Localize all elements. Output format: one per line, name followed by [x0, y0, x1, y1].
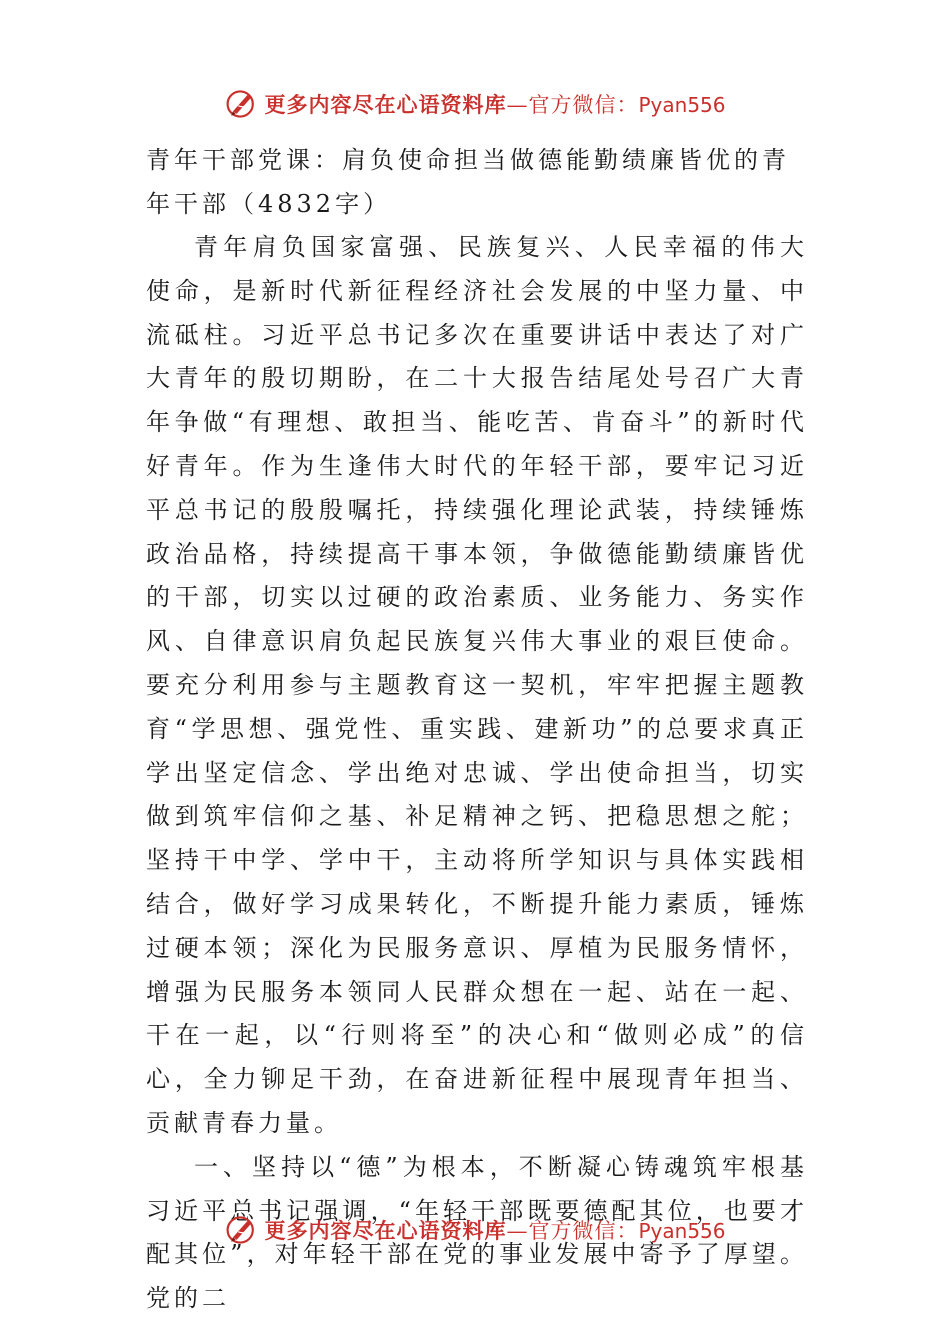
- banner-text: [264, 89, 725, 119]
- banner-account-label: 官方微信：: [528, 1219, 639, 1243]
- banner-account: Pyan556: [638, 93, 726, 117]
- document-body: [146, 138, 808, 1321]
- banner-separator: —: [506, 1219, 529, 1243]
- pen-circle-logo-icon: [224, 1212, 260, 1248]
- banner-separator: —: [506, 93, 529, 117]
- paragraph-intro: 青年肩负国家富强、民族复兴、人民幸福的伟大使命，是新时代新征程经济社会发展的中坚力量、中流砥柱。习近平总书记多次在重要讲话中表达了对广大青年的殷切期盼，在二十大报告结尾处号召广大青年争做“有理想、敢担当、能吃苦、肯奋斗”的新时代好青年。作为生逢伟大时代的年轻干部，要牢记习近平总书记的殷殷嘱托，持续强化理论武装，持续锤炼政治品格，持续提高干事本领，争做德能勤绩廉皆优的干部，切实以过硬的政治素质、业务能力、务实作风、自律意识肩负起民族复兴伟大事业的艰巨使命。要充分利用参与主题教育这一契机，牢牢把握主题教育“学思想、强党性、重实践、建新功”的总要求真正学出坚定信念、学出绝对忠诚、学出使命担当，切实做到筑牢信仰之基、补足精神之钙、把稳思想之舵；坚持干中学、学中干，主动将所学知识与具体实践相结合，做好学习成果转化，不断提升能力素质，锤炼过硬本领；深化为民服务意识、厚植为民服务情怀，增强为民服务本领同人民群众想在一起、站在一起、干在一起，以“行则将至”的决心和“做则必成”的信心，全力铆足干劲，在奋进新征程中展现青年担当、贡献青春力量。: [146, 233, 808, 1137]
- banner-account-label: 官方微信：: [528, 93, 639, 117]
- pen-circle-logo-icon: [224, 86, 260, 122]
- banner-text: [264, 1215, 725, 1245]
- banner-brand: 更多内容尽在心语资料库: [264, 1218, 507, 1243]
- banner-account: Pyan556: [638, 1219, 726, 1243]
- header-banner: [0, 82, 950, 126]
- paragraph-section-one: 一、坚持以“德”为根本，不断凝心铸魂筑牢根基习近平总书记强调，“年轻干部既要德配其位，也要才配其位”，对年轻干部在党的事业发展中寄予了厚望。党的二: [146, 1152, 808, 1313]
- document-title: 青年干部党课：肩负使命担当做德能勤绩廉皆优的青年干部（4832字）: [146, 146, 790, 218]
- banner-brand: 更多内容尽在心语资料库: [264, 92, 507, 117]
- footer-banner: [0, 1208, 950, 1252]
